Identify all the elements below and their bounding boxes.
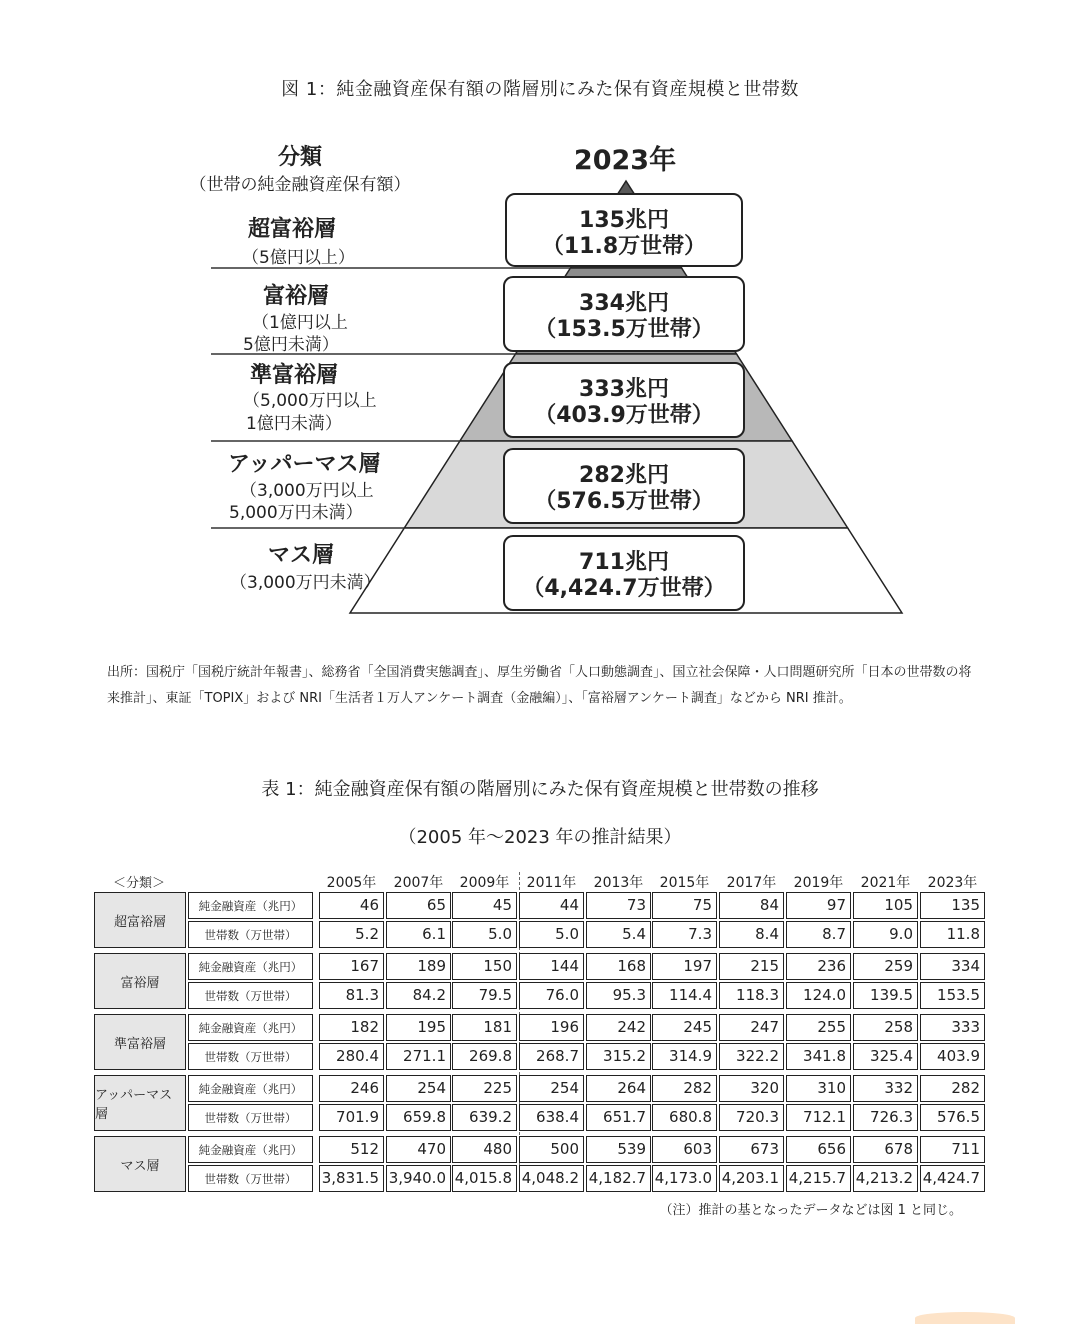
year-header: 2023年 xyxy=(573,145,677,176)
table-cell: 76.0 xyxy=(519,982,584,1009)
table-cell: 5.4 xyxy=(586,921,651,948)
table-title: 表 1：純金融資産保有額の階層別にみた保有資産規模と世帯数の推移 xyxy=(261,779,819,800)
table-cell: 44 xyxy=(519,892,584,919)
table-cell: 236 xyxy=(786,953,851,980)
table-cell: 135 xyxy=(920,892,985,919)
table-cell: 4,203.1 xyxy=(719,1165,784,1192)
table-cell: 656 xyxy=(786,1136,851,1163)
table-cell: 314.9 xyxy=(652,1043,717,1070)
tier-range: 1億円未満） xyxy=(246,414,342,434)
table-cell: 84.2 xyxy=(386,982,451,1009)
table-cell: 539 xyxy=(586,1136,651,1163)
table-cell: 639.2 xyxy=(452,1104,517,1131)
table-cell: 3,831.5 xyxy=(319,1165,384,1192)
table-cell: 4,213.2 xyxy=(853,1165,918,1192)
table-cell: 638.4 xyxy=(519,1104,584,1131)
table-row-label: 純金融資産（兆円） xyxy=(188,892,313,919)
table-year-header: 2005年 xyxy=(326,875,377,891)
table-cell: 334 xyxy=(920,953,985,980)
table-cell: 46 xyxy=(319,892,384,919)
table-row-label: 純金融資産（兆円） xyxy=(188,1014,313,1041)
tier-range: （5,000万円以上 xyxy=(243,391,377,411)
table-cell: 189 xyxy=(386,953,451,980)
table-cell: 271.1 xyxy=(386,1043,451,1070)
tier-range: （3,000万円以上 xyxy=(240,481,374,501)
table-year-header: 2021年 xyxy=(860,875,911,891)
table-cell: 153.5 xyxy=(920,982,985,1009)
tier-assets: 135兆円 xyxy=(579,208,669,233)
table-row-label: 純金融資産（兆円） xyxy=(188,1136,313,1163)
figure-title: 図 1：純金融資産保有額の階層別にみた保有資産規模と世帯数 xyxy=(281,79,799,100)
table-subtitle: （2005 年～2023 年の推計結果） xyxy=(398,827,682,848)
table-cell: 4,173.0 xyxy=(652,1165,717,1192)
table-cell: 268.7 xyxy=(519,1043,584,1070)
table-cell: 310 xyxy=(786,1075,851,1102)
table-cell: 701.9 xyxy=(319,1104,384,1131)
table-cell: 8.7 xyxy=(786,921,851,948)
tier-value-box xyxy=(503,535,745,611)
table-cell: 8.4 xyxy=(719,921,784,948)
table-cell: 678 xyxy=(853,1136,918,1163)
table-cell: 246 xyxy=(319,1075,384,1102)
table-cell: 673 xyxy=(719,1136,784,1163)
tier-name-wealthy: 富裕層 xyxy=(263,284,330,309)
corner-decoration xyxy=(915,1312,1015,1324)
table-cell: 603 xyxy=(652,1136,717,1163)
table-row-label: 純金融資産（兆円） xyxy=(188,953,313,980)
table-cell: 333 xyxy=(920,1014,985,1041)
table-cell: 712.1 xyxy=(786,1104,851,1131)
table-cell: 680.8 xyxy=(652,1104,717,1131)
table-year-header: 2015年 xyxy=(659,875,710,891)
tier-value-box xyxy=(503,362,745,438)
table-cell: 6.1 xyxy=(386,921,451,948)
table-row-label: 世帯数（万世帯） xyxy=(188,1043,313,1070)
table-year-header: 2017年 xyxy=(726,875,777,891)
table-cell: 124.0 xyxy=(786,982,851,1009)
table-cell: 181 xyxy=(452,1014,517,1041)
table-cell: 9.0 xyxy=(853,921,918,948)
table-cell: 325.4 xyxy=(853,1043,918,1070)
table-cell: 168 xyxy=(586,953,651,980)
table-cell: 254 xyxy=(519,1075,584,1102)
table-note: （注）推計の基となったデータなどは図 1 と同じ。 xyxy=(659,1203,962,1218)
table-cell: 4,015.8 xyxy=(452,1165,517,1192)
table-cell: 711 xyxy=(920,1136,985,1163)
table-cell: 215 xyxy=(719,953,784,980)
table-category-label: ＜分類＞ xyxy=(113,876,166,891)
table-cell: 45 xyxy=(452,892,517,919)
table-row-label: 世帯数（万世帯） xyxy=(188,1104,313,1131)
table-cell: 114.4 xyxy=(652,982,717,1009)
table-cell: 84 xyxy=(719,892,784,919)
table-cell: 242 xyxy=(586,1014,651,1041)
tier-assets: 334兆円 xyxy=(579,291,669,316)
tier-name-upper-mass: アッパーマス層 xyxy=(228,452,381,477)
table-category-cell: 準富裕層 xyxy=(94,1014,186,1070)
source-text: 出所：国税庁「国税庁統計年報書」、総務省「全国消費実態調査」、厚生労働省「人口動態調査」、国立社会保障・人口問題研究所「日本の世帯数の将来推計」、東証「TOPIX」および NRI「生活者１万人アンケート調査（金融編）」、「富裕層アンケート調査」などから NRI 推計。 xyxy=(107,665,972,706)
table-cell: 4,424.7 xyxy=(920,1165,985,1192)
tier-households: （4,424.7万世帯） xyxy=(522,576,726,601)
tier-assets: 711兆円 xyxy=(579,550,669,575)
table-cell: 139.5 xyxy=(853,982,918,1009)
table-cell: 195 xyxy=(386,1014,451,1041)
table-cell: 282 xyxy=(920,1075,985,1102)
table-cell: 167 xyxy=(319,953,384,980)
table-cell: 105 xyxy=(853,892,918,919)
table-cell: 403.9 xyxy=(920,1043,985,1070)
table-category-cell: 超富裕層 xyxy=(94,892,186,948)
table-cell: 11.8 xyxy=(920,921,985,948)
table-cell: 65 xyxy=(386,892,451,919)
table-row-label: 純金融資産（兆円） xyxy=(188,1075,313,1102)
table-cell: 480 xyxy=(452,1136,517,1163)
category-header: 分類 xyxy=(277,145,322,170)
table-cell: 197 xyxy=(652,953,717,980)
tier-range: （1億円以上 xyxy=(252,313,348,333)
table-cell: 4,182.7 xyxy=(586,1165,651,1192)
tier-assets: 333兆円 xyxy=(579,377,669,402)
table-row-label: 世帯数（万世帯） xyxy=(188,1165,313,1192)
tier-value-box xyxy=(503,276,745,352)
table-cell: 500 xyxy=(519,1136,584,1163)
table-cell: 269.8 xyxy=(452,1043,517,1070)
table-cell: 5.2 xyxy=(319,921,384,948)
table-category-cell: 富裕層 xyxy=(94,953,186,1009)
table-cell: 79.5 xyxy=(452,982,517,1009)
table-cell: 254 xyxy=(386,1075,451,1102)
table-cell: 182 xyxy=(319,1014,384,1041)
tier-value-box xyxy=(503,448,745,524)
table-cell: 255 xyxy=(786,1014,851,1041)
table-row-label: 世帯数（万世帯） xyxy=(188,921,313,948)
table-year-header: 2019年 xyxy=(793,875,844,891)
tier-name-super-wealthy: 超富裕層 xyxy=(248,217,337,242)
tier-households: （403.9万世帯） xyxy=(534,403,714,428)
table-cell: 245 xyxy=(652,1014,717,1041)
table-cell: 576.5 xyxy=(920,1104,985,1131)
table-cell: 5.0 xyxy=(519,921,584,948)
table-cell: 280.4 xyxy=(319,1043,384,1070)
table-year-header: 2007年 xyxy=(393,875,444,891)
table-cell: 720.3 xyxy=(719,1104,784,1131)
tier-households: （153.5万世帯） xyxy=(534,317,714,342)
table-cell: 320 xyxy=(719,1075,784,1102)
tier-households: （11.8万世帯） xyxy=(541,234,707,259)
tier-range: 5,000万円未満） xyxy=(229,503,363,523)
table-cell: 512 xyxy=(319,1136,384,1163)
table-row-label: 世帯数（万世帯） xyxy=(188,982,313,1009)
table-cell: 73 xyxy=(586,892,651,919)
tier-name-mass: マス層 xyxy=(268,543,335,568)
table-cell: 332 xyxy=(853,1075,918,1102)
table-category-cell: マス層 xyxy=(94,1136,186,1192)
table-cell: 659.8 xyxy=(386,1104,451,1131)
table-cell: 264 xyxy=(586,1075,651,1102)
table-cell: 75 xyxy=(652,892,717,919)
table-cell: 726.3 xyxy=(853,1104,918,1131)
tier-name-semi-wealthy: 準富裕層 xyxy=(250,363,339,388)
table-cell: 4,215.7 xyxy=(786,1165,851,1192)
table-year-header: 2013年 xyxy=(593,875,644,891)
table-cell: 196 xyxy=(519,1014,584,1041)
tier-assets: 282兆円 xyxy=(579,463,669,488)
table-year-header: 2011年 xyxy=(526,875,577,891)
table-cell: 81.3 xyxy=(319,982,384,1009)
table-cell: 651.7 xyxy=(586,1104,651,1131)
table-year-header: 2023年 xyxy=(927,875,978,891)
tier-households: （576.5万世帯） xyxy=(534,489,714,514)
table-cell: 259 xyxy=(853,953,918,980)
table-cell: 247 xyxy=(719,1014,784,1041)
table-cell: 4,048.2 xyxy=(519,1165,584,1192)
table-cell: 225 xyxy=(452,1075,517,1102)
table-cell: 282 xyxy=(652,1075,717,1102)
category-subheader: （世帯の純金融資産保有額） xyxy=(189,175,411,195)
table-cell: 315.2 xyxy=(586,1043,651,1070)
table-cell: 7.3 xyxy=(652,921,717,948)
table-category-cell: アッパーマス層 xyxy=(94,1075,186,1131)
table-cell: 322.2 xyxy=(719,1043,784,1070)
table-cell: 97 xyxy=(786,892,851,919)
pyramid-figure xyxy=(0,0,1080,640)
table-cell: 3,940.0 xyxy=(386,1165,451,1192)
table-cell: 144 xyxy=(519,953,584,980)
table-cell: 5.0 xyxy=(452,921,517,948)
table-cell: 470 xyxy=(386,1136,451,1163)
table-year-header: 2009年 xyxy=(459,875,510,891)
tier-range: （5億円以上） xyxy=(242,248,355,268)
table-cell: 118.3 xyxy=(719,982,784,1009)
table-cell: 150 xyxy=(452,953,517,980)
tier-value-box xyxy=(505,193,743,267)
table-cell: 258 xyxy=(853,1014,918,1041)
tier-range: 5億円未満） xyxy=(243,335,339,355)
table-cell: 95.3 xyxy=(586,982,651,1009)
table-cell: 341.8 xyxy=(786,1043,851,1070)
tier-range: （3,000万円未満） xyxy=(230,573,381,593)
